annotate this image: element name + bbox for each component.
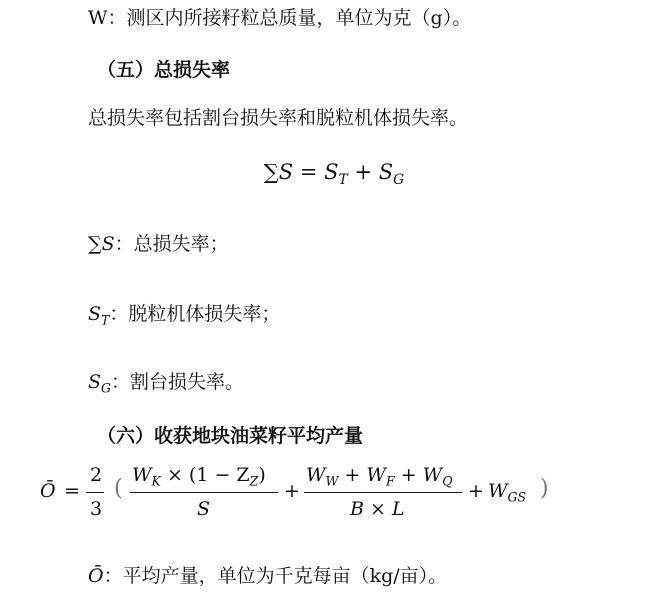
- f1-close: ): [258, 464, 266, 486]
- average-yield-formula: [0, 452, 668, 532]
- eq-st-sub: T: [338, 171, 348, 188]
- def-sg-sub: G: [101, 380, 112, 396]
- def-sigma: ∑: [88, 233, 102, 255]
- close-paren: ): [540, 476, 549, 501]
- f2-denominator: B × L: [350, 498, 405, 520]
- wgs-base: W: [488, 480, 508, 502]
- o-bar-text: ：平均产量，单位为千克每亩（kg/亩）。: [103, 565, 448, 587]
- total-loss-description: 总损失率包括割台损失率和脱粒机体损失率。: [88, 107, 469, 129]
- f1-fraction-bar: [130, 492, 278, 493]
- eq-plus: +: [347, 160, 379, 184]
- f2-fraction-bar: [304, 492, 462, 493]
- f1-rest: × (1 − Z: [160, 464, 250, 486]
- sg-definition: [88, 370, 244, 394]
- coef-fraction-bar: [86, 492, 104, 493]
- def-sg-base: S: [88, 371, 102, 393]
- w-definition: W：测区内所接籽粒总质量，单位为克（g）。: [88, 7, 472, 29]
- open-paren: (: [114, 476, 123, 501]
- f1-wk-sub: K: [151, 473, 161, 489]
- f1-wk: W: [132, 464, 152, 486]
- f2-ww-sub: W: [325, 473, 339, 489]
- plus-2: +: [468, 480, 484, 502]
- section-heading-average-yield: （六）收获地块油菜籽平均产量: [97, 425, 364, 447]
- f2-wf: + W: [338, 464, 386, 486]
- f2-wq-sub: Q: [442, 473, 453, 489]
- formula-lhs: Ō: [40, 480, 56, 502]
- eq-st-base: S: [324, 160, 339, 184]
- def-st-sub: T: [101, 312, 110, 328]
- f2-wq: + W: [394, 464, 443, 486]
- coef-numerator: 2: [90, 464, 103, 486]
- wgs-sub: GS: [507, 489, 527, 505]
- f1-numerator: [132, 464, 266, 489]
- plus-1: +: [284, 480, 300, 502]
- o-bar-symbol: Ō: [88, 565, 104, 587]
- sum-s-definition: [88, 232, 229, 256]
- average-yield-definition: [88, 564, 447, 588]
- def-sum-text: ：总损失率；: [114, 233, 229, 255]
- section-heading-total-loss: （五）总损失率: [97, 59, 231, 81]
- eq-s: S: [278, 160, 294, 184]
- def-st-base: S: [88, 303, 102, 325]
- def-st-text: ：脱粒机体损失率；: [109, 303, 281, 325]
- st-definition: [88, 302, 280, 326]
- def-sum-s: S: [101, 233, 115, 255]
- f1-denominator: S: [197, 498, 211, 520]
- f2-numerator: [306, 464, 453, 489]
- f2-ww: W: [306, 464, 326, 486]
- f1-z-sub: Z: [249, 473, 259, 489]
- eq-sg-sub: G: [393, 171, 405, 188]
- eq-equals: =: [293, 160, 325, 184]
- sigma-symbol: ∑: [263, 160, 279, 184]
- coef-denominator: 3: [90, 498, 103, 520]
- total-loss-equation: [0, 160, 668, 188]
- wgs-term: [488, 480, 527, 505]
- def-sg-text: ：割台损失率。: [111, 371, 245, 393]
- eq-sg-base: S: [378, 160, 394, 184]
- formula-equals: =: [64, 480, 80, 502]
- f2-wf-sub: F: [385, 473, 395, 489]
